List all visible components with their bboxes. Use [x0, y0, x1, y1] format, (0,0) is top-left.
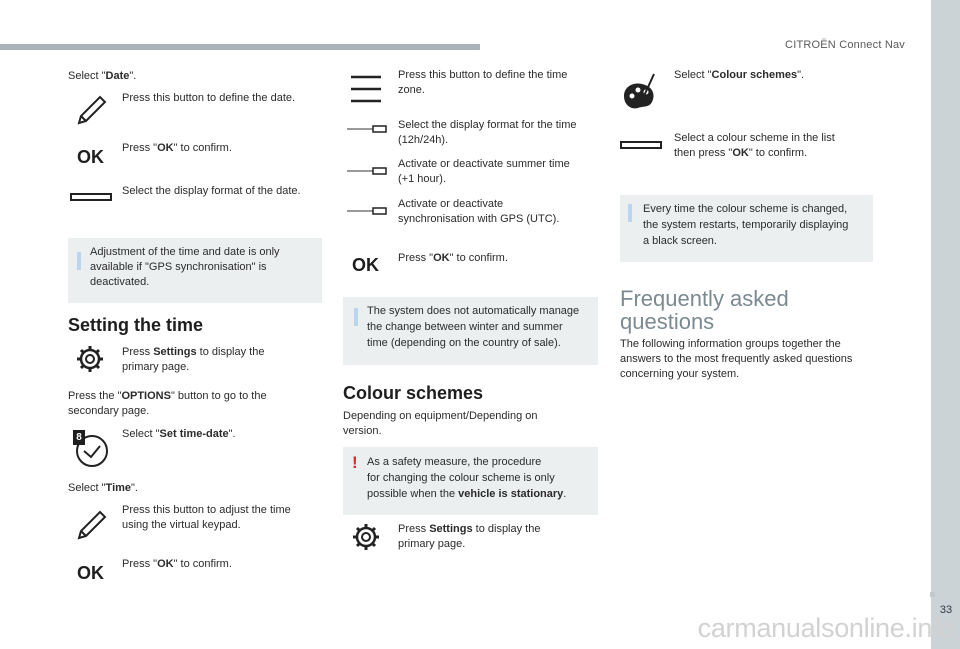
warning-line: possible when the vehicle is stationary.: [367, 488, 567, 500]
info-icon: [628, 204, 632, 222]
toggle-icon: [347, 167, 387, 175]
press-settings-text: Press Settings to display the primary page.: [122, 346, 265, 373]
select-time-text: Select "Time".: [68, 482, 138, 494]
note-line: Every time the colour scheme is changed,: [643, 203, 848, 215]
heading-setting-time: Setting the time: [68, 315, 204, 335]
ok-button-icon: OK: [77, 147, 104, 167]
note-line: Adjustment of the time and date is only: [90, 246, 280, 258]
note-line: available if "GPS synchronisation" is: [90, 261, 267, 273]
display-format-text: Select the display format for the time (12h/24h).: [398, 119, 577, 146]
page-marker: [930, 592, 935, 597]
ok-button-icon: OK: [352, 255, 379, 275]
palette-icon: [620, 72, 662, 112]
summer-time-text: Activate or deactivate summer time (+1 hour).: [398, 158, 570, 185]
select-scheme-text: Select a colour scheme in the list then press "OK" to confirm.: [674, 132, 835, 159]
pencil-icon: [76, 507, 110, 541]
warning-line: As a safety measure, the procedure: [367, 456, 542, 468]
warning-icon: !: [352, 453, 358, 472]
info-note-summer: [343, 297, 598, 365]
info-note-colour: [620, 195, 873, 262]
warning-note: [343, 447, 598, 515]
note-line: the system restarts, temporarily displaying: [643, 219, 849, 231]
select-date-text: Select "Date".: [68, 70, 137, 82]
side-strip: [931, 0, 960, 649]
select-colour-text: Select "Colour schemes".: [674, 69, 805, 81]
toggle-icon: [347, 207, 387, 215]
settings-gear-icon: [76, 345, 104, 373]
ok-button-icon: OK: [77, 563, 104, 583]
format-slider-icon: [347, 125, 387, 133]
set-time-date-text: Select "Set time-date".: [122, 428, 236, 440]
press-settings-text: Press Settings to display the primary page.: [398, 523, 541, 550]
heading-faq: Frequently asked questions: [620, 286, 789, 334]
note-line: The system does not automatically manage: [367, 305, 580, 317]
badge-number: 8: [73, 430, 85, 445]
options-text: Press the "OPTIONS" button to go to the secondary page.: [68, 390, 267, 417]
header-title: CITROËN Connect Nav: [785, 39, 905, 51]
define-date-text: Press this button to define the date.: [122, 92, 296, 104]
heading-colour-schemes: Colour schemes: [343, 383, 484, 403]
page-number: 33: [939, 604, 953, 616]
press-ok-text: Press "OK" to confirm.: [398, 252, 508, 264]
list-bar-icon: [70, 191, 112, 203]
info-note-date: [68, 238, 322, 303]
date-format-text: Select the display format of the date.: [122, 185, 301, 197]
menu-icon: [349, 75, 383, 103]
gps-sync-text: Activate or deactivate synchronisation with GPS (UTC).: [398, 198, 560, 225]
note-line: the change between winter and summer: [367, 321, 563, 333]
list-bar-icon: [620, 139, 662, 151]
info-icon: [77, 252, 81, 270]
set-time-date-icon: [73, 430, 113, 468]
header-rule: [0, 44, 480, 50]
press-ok-text: Press "OK" to confirm.: [122, 558, 232, 570]
time-zone-text: Press this button to define the time zone.: [398, 69, 568, 96]
note-line: time (depending on the country of sale).: [367, 337, 561, 349]
press-ok-text: Press "OK" to confirm.: [122, 142, 232, 154]
pencil-icon: [76, 92, 110, 126]
note-line: deactivated.: [90, 276, 150, 288]
watermark: carmanualsonline.info: [697, 613, 954, 643]
info-icon: [354, 308, 358, 326]
adjust-time-text: Press this button to adjust the time using the virtual keypad.: [122, 504, 291, 531]
faq-text: The following information groups together the answers to the most frequently asked questions concerning your system.: [620, 338, 853, 380]
depending-text: Depending on equipment/Depending on version.: [343, 410, 538, 437]
warning-line: for changing the colour scheme is only: [367, 472, 555, 484]
note-line: a black screen.: [643, 235, 717, 247]
settings-gear-icon: [352, 523, 380, 551]
